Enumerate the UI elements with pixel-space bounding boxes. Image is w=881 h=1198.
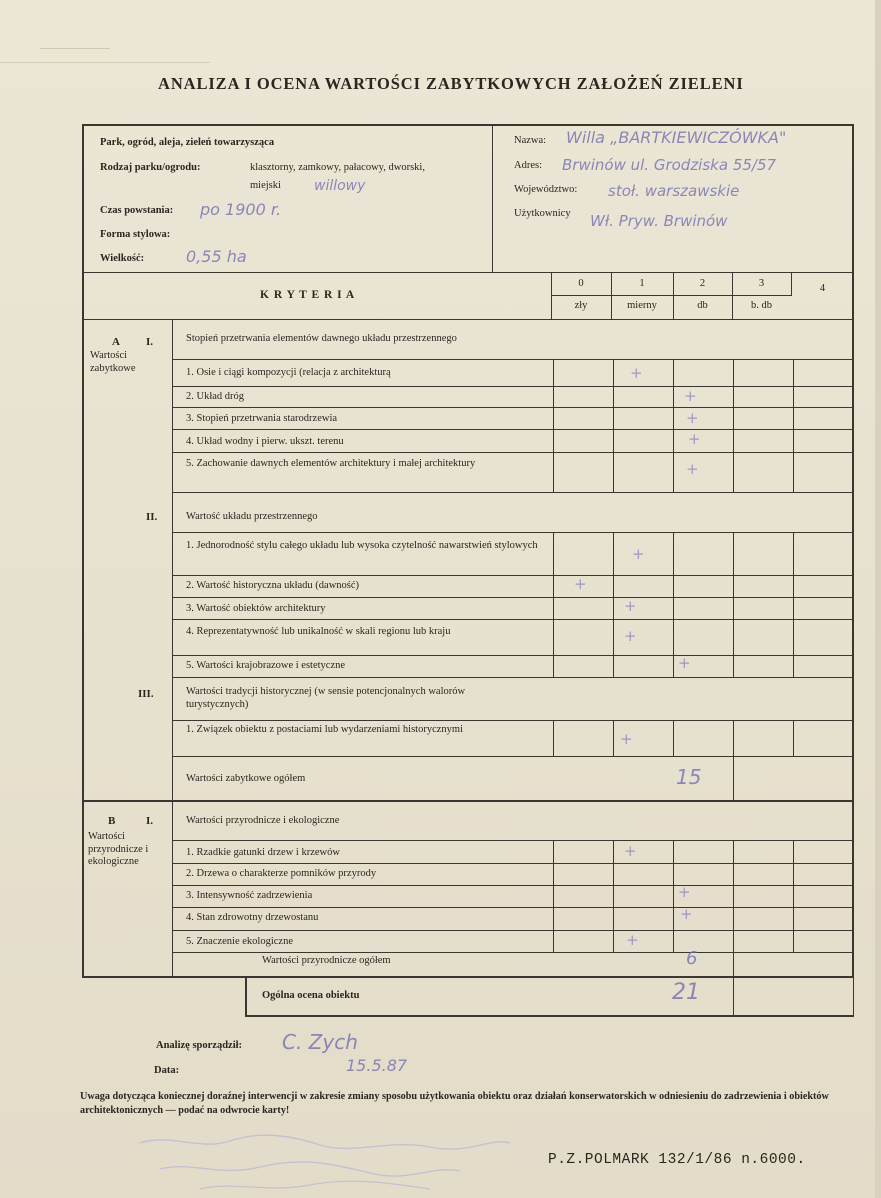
analysis-author-value: C. Zych — [282, 1030, 358, 1054]
score-mark: + — [626, 931, 639, 949]
criterion-row: 2. Wartość historyczna układu (dawność) — [186, 580, 360, 591]
row-line — [172, 655, 854, 656]
score-mark: + — [632, 545, 645, 563]
grid-col — [733, 532, 734, 677]
criterion-row: 1. Związek obiektu z postaciami lub wydarzeniami historycznymi — [186, 724, 463, 735]
criterion-row: 4. Reprezentatywność lub unikalność w skali regionu lub kraju — [186, 626, 451, 637]
section-b-total-label: Wartości przyrodnicze ogółem — [262, 955, 391, 966]
criteria-header-bottom — [82, 319, 854, 320]
score-mark: + — [688, 430, 701, 448]
group3-title: Wartości tradycji historycznej (w sensie potencjonalnych walorów turystycznych) — [186, 686, 466, 710]
nazwa-value: Willa „BARTKIEWICZÓWKA" — [566, 128, 787, 147]
grid-col — [613, 720, 614, 756]
group2-title: Wartość układu przestrzennego — [186, 511, 318, 522]
criterion-row: 1. Jednorodność stylu całego układu lub wysoka czytelność nawarstwień stylowych — [186, 540, 538, 551]
wielkosc-label: Wielkość: — [100, 253, 145, 264]
score-0-num: 0 — [578, 278, 584, 289]
section-a-divider — [172, 320, 173, 800]
criterion-row: 2. Drzewa o charakterze pomników przyrody — [186, 868, 377, 879]
score-0-name: zły — [574, 300, 588, 311]
criterion-row: 5. Zachowanie dawnych elementów architektury i małej architektury — [186, 458, 476, 469]
grid-col — [553, 840, 554, 952]
section-b-total-value: 6 — [686, 948, 698, 969]
row-line — [172, 930, 854, 931]
section-a-total-value: 15 — [676, 765, 702, 789]
date-label: Data: — [154, 1065, 180, 1076]
grid-col — [793, 840, 794, 952]
czas-label: Czas powstania: — [100, 205, 174, 216]
score-mark: + — [624, 597, 637, 615]
wielkosc-value: 0,55 ha — [186, 247, 247, 266]
score-4-num: 4 — [819, 283, 826, 294]
grid-col — [673, 532, 674, 677]
row-line — [172, 720, 854, 721]
uzytkownicy-label: Użytkownicy — [514, 208, 571, 219]
score-1-name: mierny — [627, 300, 657, 311]
row-line — [172, 863, 854, 864]
score-1-num: 1 — [639, 278, 645, 289]
row-line — [172, 619, 854, 620]
section-b-code: B — [108, 815, 116, 827]
grid-col — [733, 756, 734, 800]
score-mark: + — [684, 387, 697, 405]
grid-col — [793, 359, 794, 492]
rodzaj-options-2: miejski — [250, 180, 281, 191]
row-line — [172, 359, 854, 360]
criterion-row: 5. Wartości krajobrazowe i estetyczne — [186, 660, 346, 671]
row-line — [172, 677, 854, 678]
printer-mark: P.Z.POLMARK 132/1/86 n.6000. — [548, 1152, 806, 1168]
grid-col — [733, 720, 734, 756]
date-value: 15.5.87 — [346, 1056, 408, 1075]
overall-value: 21 — [672, 980, 700, 1005]
section-b-roman: I. — [146, 815, 154, 827]
adres-value: Brwinów ul. Grodziska 55/57 — [562, 156, 777, 174]
score-mark: + — [574, 575, 587, 593]
forma-label: Forma stylowa: — [100, 229, 171, 240]
row-line — [172, 429, 854, 430]
score-mark: + — [680, 905, 693, 923]
grid-col — [733, 359, 734, 492]
score-mark: + — [686, 460, 699, 478]
row-line — [172, 952, 854, 953]
section-b-group-title: Wartości przyrodnicze i ekologiczne — [186, 815, 340, 826]
row-line — [172, 840, 854, 841]
row-line — [172, 575, 854, 576]
row-line — [172, 756, 854, 757]
overall-label: Ogólna ocena obiektu — [262, 990, 360, 1001]
score-2-num: 2 — [699, 278, 706, 289]
score-mark: + — [620, 730, 633, 748]
score-mark: + — [624, 842, 637, 860]
criterion-row: 1. Rzadkie gatunki drzew i krzewów — [186, 847, 340, 858]
score-mark: + — [678, 654, 691, 672]
section-divider — [82, 800, 854, 802]
criteria-header-label: K R Y T E R I A — [260, 289, 356, 301]
row-line — [172, 597, 854, 598]
nazwa-label: Nazwa: — [514, 135, 547, 146]
grid-col — [553, 720, 554, 756]
rodzaj-options: klasztorny, zamkowy, pałacowy, dworski, — [250, 162, 425, 173]
overall-box-right — [853, 977, 854, 1017]
grid-col — [553, 359, 554, 492]
analysis-author-label: Analizę sporządził: — [156, 1040, 243, 1051]
section-b-label: Wartości przyrodnicze i ekologiczne — [88, 831, 149, 868]
row-line — [172, 532, 854, 533]
paper-fold — [0, 62, 210, 63]
row-line — [172, 386, 854, 387]
group1-title: Stopień przetrwania elementów dawnego układu przestrzennego — [186, 333, 457, 344]
overall-box-bottom — [245, 1015, 854, 1017]
section-a-roman-3: III. — [138, 688, 154, 700]
criterion-row: 3. Intensywność zadrzewienia — [186, 890, 313, 901]
criterion-row: 4. Stan zdrowotny drzewostanu — [186, 912, 319, 923]
grid-col — [673, 720, 674, 756]
section-a-code: A — [112, 336, 120, 348]
score-2-name: db — [697, 300, 708, 311]
grid-col — [673, 359, 674, 492]
section-a-total-label: Wartości zabytkowe ogółem — [186, 773, 306, 784]
overall-box-col — [733, 977, 734, 1017]
row-line — [172, 492, 854, 493]
score-mark: + — [686, 409, 699, 427]
grid-col — [613, 840, 614, 952]
criterion-row: 1. Osie i ciągi kompozycji (relacja z architekturą — [186, 367, 391, 378]
section-a-roman: I. — [146, 336, 154, 348]
criterion-row: 5. Znaczenie ekologiczne — [186, 936, 293, 947]
grid-col — [613, 359, 614, 492]
paper-fold — [40, 48, 110, 49]
section-a-roman-2: II. — [146, 511, 158, 523]
score-mark: + — [624, 627, 637, 645]
grid-col — [793, 720, 794, 756]
criterion-row: 2. Układ dróg — [186, 391, 245, 402]
row-line — [172, 407, 854, 408]
overall-box-left — [245, 977, 247, 1017]
score-header-divider — [551, 295, 791, 296]
grid-col — [613, 532, 614, 677]
header-divider — [492, 124, 493, 272]
rodzaj-value: willowy — [314, 178, 366, 194]
section-a-label: Wartości zabytkowe — [90, 350, 136, 374]
row-line — [172, 885, 854, 886]
grid-col — [553, 532, 554, 677]
czas-value: po 1900 r. — [200, 200, 282, 219]
criterion-row: 3. Wartość obiektów architektury — [186, 603, 326, 614]
rodzaj-label: Rodzaj parku/ogrodu: — [100, 162, 201, 173]
park-type-label: Park, ogród, aleja, zieleń towarzysząca — [100, 137, 275, 148]
score-mark: + — [630, 364, 643, 382]
row-line — [172, 907, 854, 908]
grid-col — [733, 840, 734, 952]
form-title: ANALIZA I OCENA WARTOŚCI ZABYTKOWYCH ZAŁOŻEŃ ZIELENI — [158, 74, 744, 93]
wojewodztwo-value: stoł. warszawskie — [608, 182, 740, 200]
score-mark: + — [678, 883, 691, 901]
header-bottom-line — [82, 272, 854, 273]
criterion-row: 3. Stopień przetrwania starodrzewia — [186, 413, 338, 424]
criterion-row: 4. Układ wodny i pierw. ukszt. terenu — [186, 436, 344, 447]
grid-col — [793, 532, 794, 677]
row-line — [172, 452, 854, 453]
bleed-through-scribble — [130, 1125, 530, 1195]
wojewodztwo-label: Województwo: — [514, 184, 578, 195]
adres-label: Adres: — [514, 160, 542, 171]
paper-edge — [875, 0, 881, 1198]
intervention-note: Uwaga dotycząca koniecznej doraźnej interwencji w zakresie zmiany sposobu użytkowania obiektu oraz działań konserwatorskich w odniesieniu do zadrzewienia i obiektów architektonicznych — podać na odwrocie karty! — [80, 1091, 829, 1116]
grid-col — [673, 840, 674, 952]
score-3-num: 3 — [758, 278, 765, 289]
uzytkownicy-value: Wł. Pryw. Brwinów — [590, 212, 728, 230]
score-3-name: b. db — [751, 300, 772, 311]
grid-col — [733, 952, 734, 978]
